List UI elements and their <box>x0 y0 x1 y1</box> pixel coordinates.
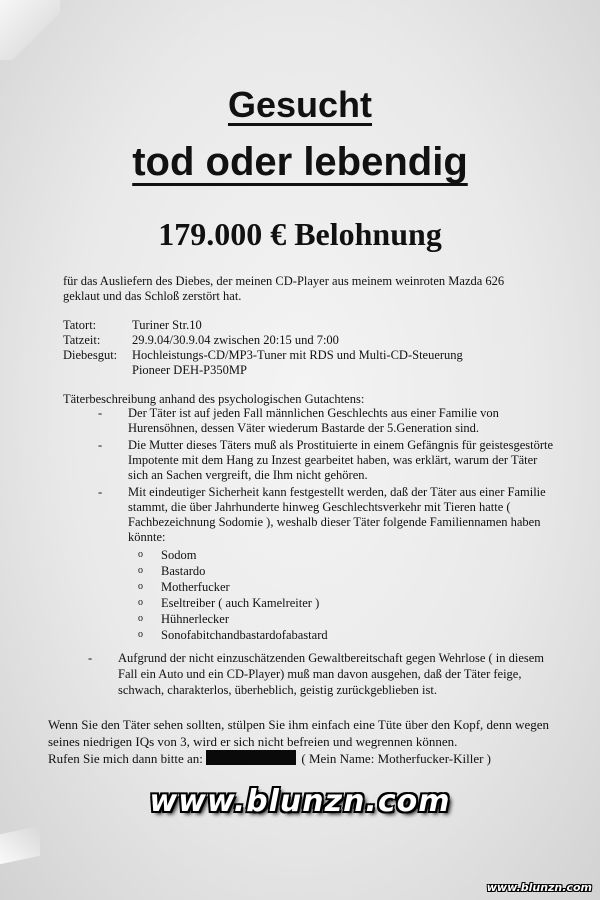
family-name: Hühnerlecker <box>161 612 230 626</box>
contact-suffix: ( Mein Name: Motherfucker-Killer ) <box>301 751 492 766</box>
title-dead-or-alive: tod oder lebendig <box>132 140 468 184</box>
family-names-list <box>138 547 553 643</box>
closing-paragraph <box>48 716 568 767</box>
bullet-text: Die Mutter dieses Täters muß als Prostituierte in einem Gefängnis für geistesgestörte Impotente mit dem Hang zu Inzest gearbeitet haben, was erklärt, warum der Täter sich an Sachen vergreift, die Ihm nicht gehören. <box>128 438 554 482</box>
list-item <box>138 611 553 627</box>
watermark-large: www.blunzn.com <box>149 784 451 819</box>
bullet-text: Mit eindeutiger Sicherheit kann festgestellt werden, daß der Täter aus einer Familie stammt, die über Jahrhunderte hinweg Geschlechtsverkehr mit Tieren hatte ( Fachbezeichnung Sodomie ), weshalb dieser Täter folgende Familiennamen haben könnte: <box>128 485 546 544</box>
fact-label: Tatort: <box>63 318 97 332</box>
bullet-dash: - <box>88 651 93 665</box>
fact-value <box>132 348 543 378</box>
fact-label: Diebesgut: <box>63 348 118 362</box>
family-name: Motherfucker <box>161 580 230 594</box>
list-item <box>138 627 553 643</box>
closing-line: Wenn Sie den Täter sehen sollten, stülpen Sie ihm einfach eine Tüte über den Kopf, denn wegen seines niedrigen IQs von 3, wird er sich nicht befreien und wegrennen können. <box>48 717 549 749</box>
bullet-item <box>63 485 553 545</box>
facts-table <box>63 318 543 378</box>
fact-label: Tatzeit: <box>63 333 101 347</box>
bullet-item-violence <box>63 650 563 698</box>
circle-bullet-icon: o <box>138 565 143 576</box>
list-item <box>138 563 553 579</box>
list-item <box>138 595 553 611</box>
family-name: Bastardo <box>161 564 206 578</box>
fact-row <box>63 333 543 348</box>
circle-bullet-icon: o <box>138 629 143 640</box>
circle-bullet-icon: o <box>138 581 143 592</box>
analysis-heading: Täterbeschreibung anhand des psychologischen Gutachtens: <box>63 392 365 406</box>
paper-corner <box>0 0 60 60</box>
family-name: Eseltreiber ( auch Kamelreiter ) <box>161 596 320 610</box>
circle-bullet-icon: o <box>138 597 143 608</box>
watermark-small: www.blunzn.com <box>486 881 592 894</box>
description-bullets <box>63 406 553 645</box>
family-name: Sonofabitchandbastardofabastard <box>161 628 328 642</box>
intro-paragraph: für das Ausliefern des Diebes, der meinen CD-Player aus meinem weinroten Mazda 626 geklaut und das Schloß zerstört hat. <box>63 274 505 303</box>
bullet-item <box>63 438 553 483</box>
bullet-text: Aufgrund der nicht einzuschätzenden Gewaltbereitschaft gegen Wehrlose ( in diesem Fall ein Auto und ein CD-Player) muß man davon ausgehen, daß der Täter feige, schwach, charakterlos, überheblich, geistig zurückgeblieben ist. <box>118 651 545 697</box>
family-name: Sodom <box>161 548 197 562</box>
fact-value-line: Pioneer DEH-P350MP <box>132 363 247 377</box>
fact-value: 29.9.04/30.9.04 zwischen 20:15 und 7:00 <box>132 333 339 347</box>
fact-row <box>63 318 543 333</box>
fact-value: Turiner Str.10 <box>132 318 202 332</box>
bullet-dash: - <box>98 485 103 499</box>
fact-value-line: Hochleistungs-CD/MP3-Tuner mit RDS und Multi-CD-Steuerung <box>132 348 463 362</box>
redacted-phone-number <box>206 750 296 765</box>
circle-bullet-icon: o <box>138 549 143 560</box>
bullet-text: Der Täter ist auf jeden Fall männlichen Geschlechts aus einer Familie von Hurensöhnen, dessen Väter wiederum Bastarde der 5.Generation sind. <box>128 406 499 435</box>
contact-prefix: Rufen Sie mich dann bitte an: <box>48 751 203 766</box>
contact-line <box>48 750 568 767</box>
bullet-item <box>63 406 553 436</box>
bullet-dash: - <box>98 406 103 420</box>
title-wanted: Gesucht <box>227 84 373 125</box>
bullet-dash: - <box>98 438 103 452</box>
fact-row <box>63 348 543 378</box>
list-item <box>138 547 553 563</box>
list-item <box>138 579 553 595</box>
circle-bullet-icon: o <box>138 613 143 624</box>
reward-heading: 179.000 € Belohnung <box>158 216 442 252</box>
